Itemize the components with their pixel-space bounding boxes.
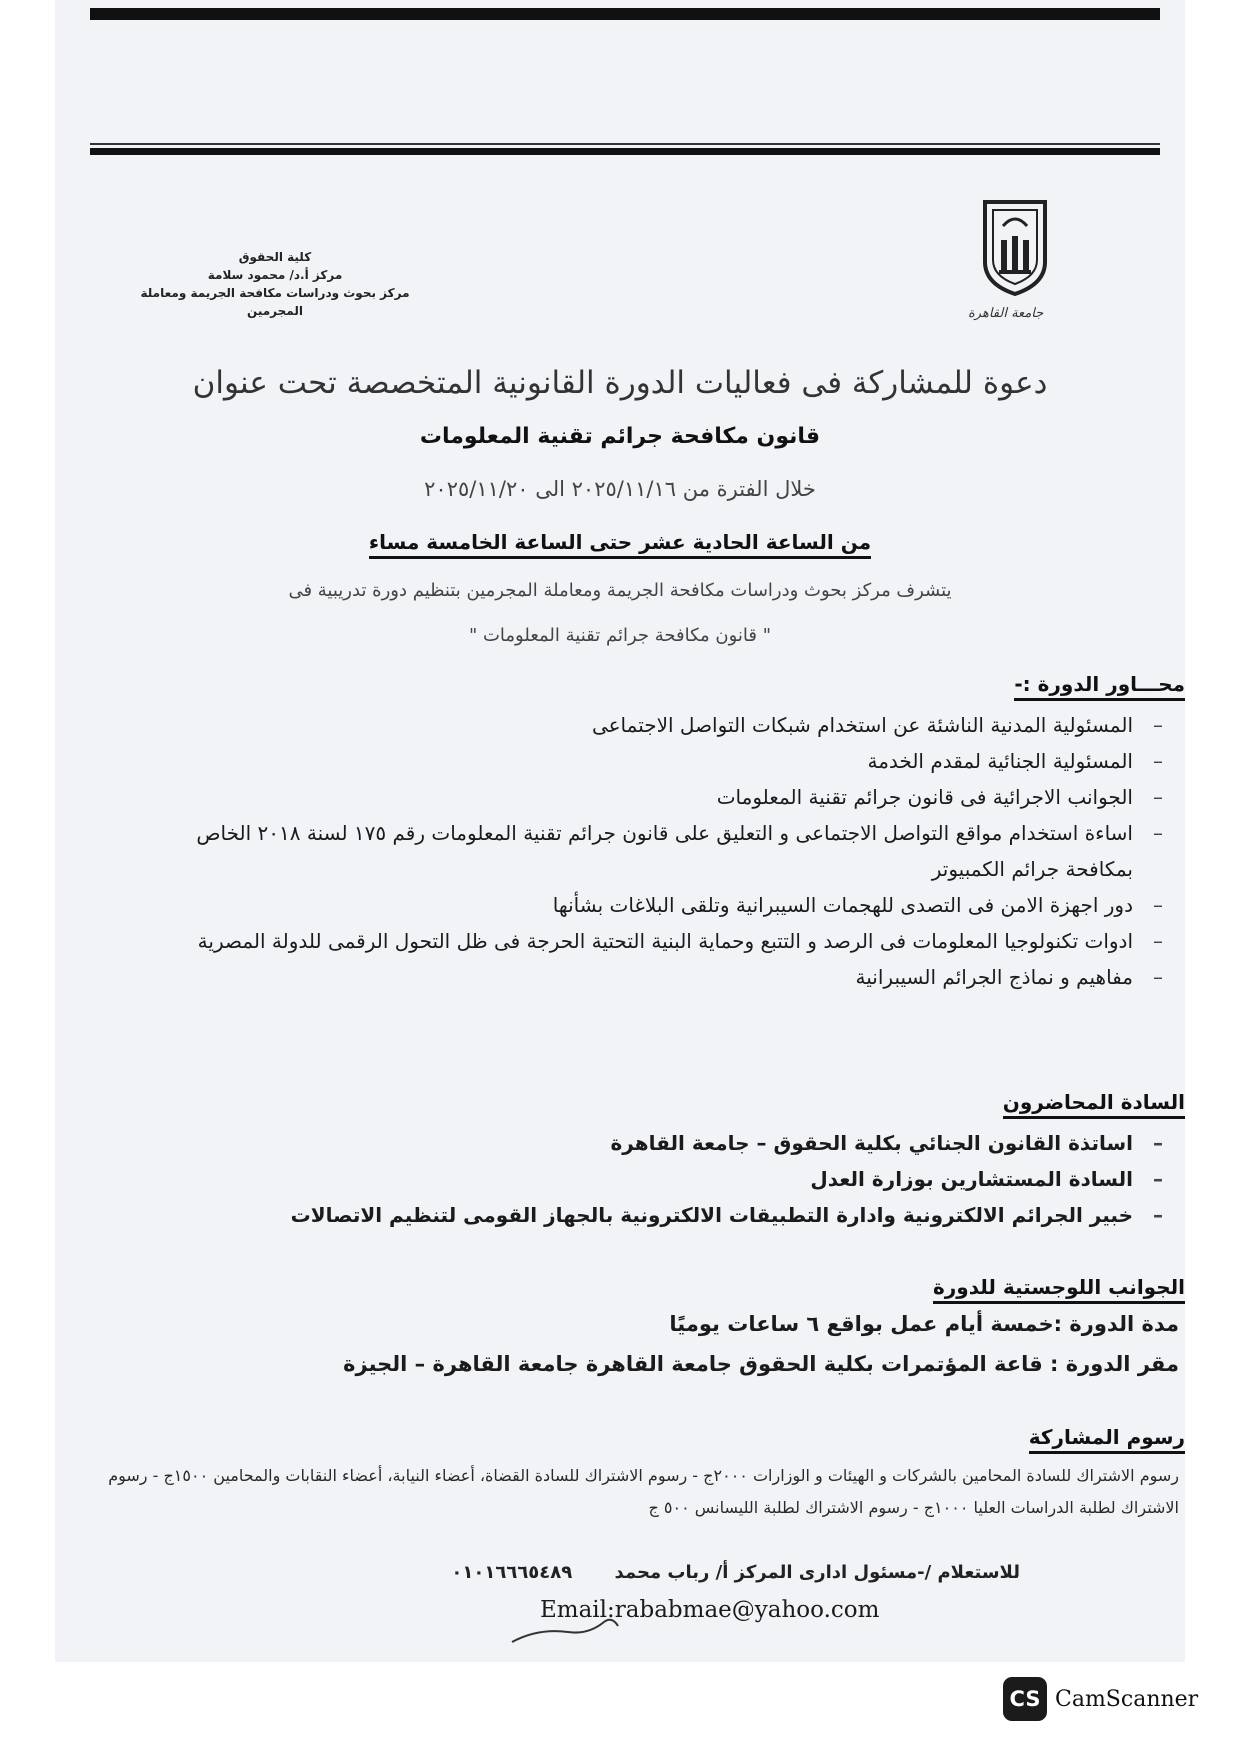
axes-list: [145, 707, 1185, 995]
list-item: – السادة المستشارين بوزارة العدل: [145, 1161, 1185, 1197]
list-item: – المسئولية المدنية الناشئة عن استخدام شبكات التواصل الاجتماعى: [145, 707, 1185, 743]
department-header: [125, 248, 425, 320]
course-title: قانون مكافحة جرائم تقنية المعلومات: [419, 424, 821, 449]
contact-email[interactable]: Email:rababmae@yahoo.com: [540, 1597, 880, 1623]
list-item: – اساتذة القانون الجنائي بكلية الحقوق – جامعة القاهرة: [145, 1125, 1185, 1161]
header-rule: [90, 148, 1160, 155]
fees-text: رسوم الاشتراك للسادة المحامين بالشركات و الهيئات و الوزارات ٢٠٠٠ج - رسوم الاشتراك للسادة القضاة، أعضاء النيابة، أعضاء النقابات والمحامين ١٥٠٠ج - رسوم الاشتراك لطلبة الدراسات العليا ١٠٠٠ج - رسوم الاشتراك لطلبة الليسانس ٥٠٠ ج: [108, 1466, 1179, 1517]
fees-section: [105, 1425, 1185, 1524]
list-item: – اساءة استخدام مواقع التواصل الاجتماعى و التعليق على قانون جرائم تقنية المعلومات رقم ١٧٥ لسنة ٢٠١٨ الخاص بمكافحة جرائم الكمبيوتر: [145, 815, 1185, 887]
course-venue: مقر الدورة : قاعة المؤتمرات بكلية الحقوق جامعة القاهرة جامعة القاهرة – الجيزة: [343, 1352, 1179, 1376]
top-rule: [90, 8, 1160, 20]
intro-text: يتشرف مركز بحوث ودراسات مكافحة الجريمة ومعاملة المجرمين بتنظيم دورة تدريبية فى: [288, 580, 952, 601]
list-item: – مفاهيم و نماذج الجرائم السيبرانية: [145, 959, 1185, 995]
header-line-center: مركز بحوث ودراسات مكافحة الجريمة ومعاملة المجرمين: [140, 286, 410, 318]
list-item: – المسئولية الجنائية لمقدم الخدمة: [145, 743, 1185, 779]
cairo-university-logo: [973, 196, 1057, 314]
contact-label: للاستعلام /-مسئول ادارى المركز أ/ رباب محمد: [614, 1562, 1020, 1583]
intro-subtitle: " قانون مكافحة جرائم تقنية المعلومات ": [468, 625, 772, 646]
header-line-center-head: مركز أ.د/ محمود سلامة: [207, 268, 343, 282]
fees-heading: رسوم المشاركة: [1029, 1425, 1185, 1454]
list-item: – خبير الجرائم الالكترونية وادارة التطبيقات الالكترونية بالجهاز القومى لتنظيم الاتصالات: [145, 1197, 1185, 1233]
contact-line: [451, 1562, 1020, 1583]
axes-heading: محـــاور الدورة :-: [1014, 672, 1185, 701]
header-line-faculty: كلية الحقوق: [238, 250, 312, 264]
lecturers-section: [145, 1090, 1185, 1233]
logo-caption: جامعة القاهرة: [968, 306, 1044, 321]
header-rule-thin: [90, 143, 1160, 145]
course-duration: مدة الدورة :خمسة أيام عمل بواقع ٦ ساعات يوميًا: [669, 1312, 1179, 1336]
list-item: – ادوات تكنولوجيا المعلومات فى الرصد و التتبع وحماية البنية التحتية الحرجة فى ظل التحول الرقمى للدولة المصرية: [145, 923, 1185, 959]
course-hours: [0, 530, 1240, 554]
lecturers-heading: السادة المحاضرون: [1003, 1090, 1185, 1119]
camscanner-name: CamScanner: [1055, 1686, 1199, 1712]
list-item: – الجوانب الاجرائية فى قانون جرائم تقنية المعلومات: [145, 779, 1185, 815]
logistics-heading: الجوانب اللوجستية للدورة: [933, 1275, 1185, 1304]
contact-phone: ٠١٠١٦٦٦٥٤٨٩: [451, 1562, 573, 1583]
lecturers-list: [145, 1125, 1185, 1233]
list-item: – دور اجهزة الامن فى التصدى للهجمات السيبرانية وتلقى البلاغات بشأنها: [145, 887, 1185, 923]
logistics-section: [145, 1275, 1185, 1384]
camscanner-logo-icon: CS: [1003, 1677, 1047, 1721]
invitation-heading: دعوة للمشاركة فى فعاليات الدورة القانونية المتخصصة تحت عنوان: [192, 365, 1048, 401]
course-period: خلال الفترة من ٢٠٢٥/١١/١٦ الى ٢٠٢٥/١١/٢٠: [424, 477, 816, 501]
camscanner-watermark: [1003, 1677, 1198, 1721]
course-axes-section: [145, 672, 1185, 995]
course-hours-text: من الساعة الحادية عشر حتى الساعة الخامسة مساء: [369, 530, 871, 559]
